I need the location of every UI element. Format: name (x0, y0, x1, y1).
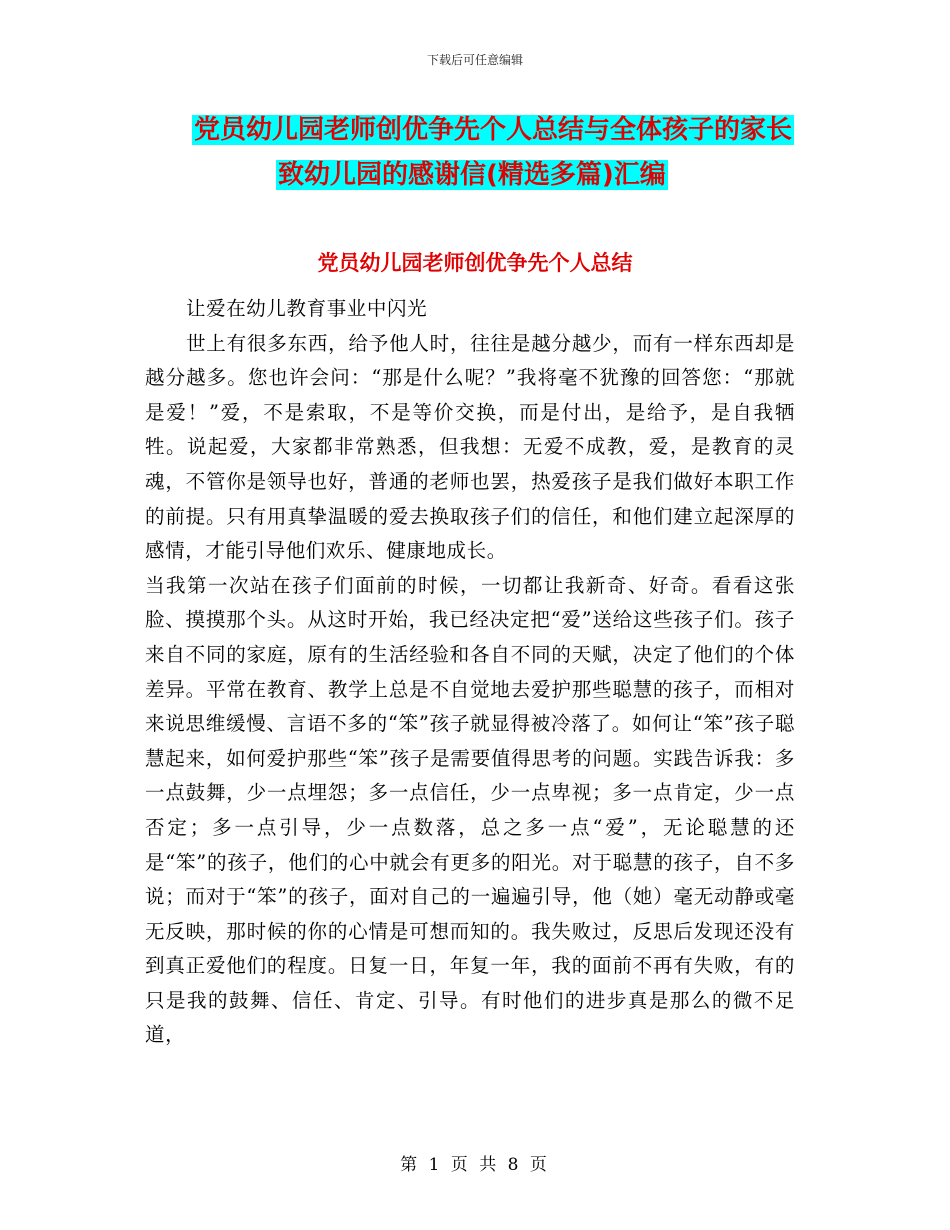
body-subtitle-paragraph: 让爱在幼儿教育事业中闪光 (186, 297, 428, 320)
document-title-highlight-2: 致幼儿园的感谢信(精选多篇)汇编 (278, 160, 666, 190)
document-title-highlight-1: 党员幼儿园老师创优争先个人总结与全体孩子的家长 (194, 115, 793, 145)
body-paragraph-1: 世上有很多东西，给予他人时，往往是越分越少，而有一样东西却是越分越多。您也许会问：“那是什么呢？”我将毫不犹豫的回答您：“那就是爱！”爱，不是索取，不是等价交换，而是付出，是给予，是自我牺牲。说起爱，大家都非常熟悉，但我想：无爱不成教，爱，是教育的灵魂，不管你是领导也好，普通的老师也罢，热爱孩子是我们做好本职工作的前提。只有用真挚温暖的爱去换取孩子们的信任，和他们建立起深厚的感情，才能引导他们欢乐、健康地成长。 (145, 331, 795, 563)
document-title-line-1 (0, 112, 950, 148)
header-note: 下载后可任意编辑 (426, 53, 523, 67)
document-title-line-2 (0, 157, 950, 193)
body-paragraph-2: 当我第一次站在孩子们面前的时候，一切都让我新奇、好奇。看看这张脸、摸摸那个头。从这时开始，我已经决定把“爱”送给这些孩子们。孩子来自不同的家庭，原有的生活经验和各自不同的天赋，决定了他们的个体差异。平常在教育、教学上总是不自觉地去爱护那些聪慧的孩子，而相对来说思维缓慢、言语不多的“笨”孩子就显得被冷落了。如何让“笨”孩子聪慧起来，如何爱护那些“笨”孩子是需要值得思考的问题。实践告诉我：多一点鼓舞，少一点埋怨；多一点信任，少一点卑视；多一点肯定，少一点否定；多一点引导，少一点数落，总之多一点“爱”，无论聪慧的还是“笨”的孩子，他们的心中就会有更多的阳光。对于聪慧的孩子，自不多说；而对于“笨”的孩子，面对自己的一遍遍引导，他（她）毫无动静或毫无反映，那时候的你的心情是可想而知的。我失败过，反思后发现还没有到真正爱他们的程度。日复一日，年复一年，我的面前不再有失败，有的只是我的鼓舞、信任、肯定、引导。有时他们的进步真是那么的微不足道， (145, 573, 795, 1047)
page-number-footer: 第 1 页 共 8 页 (400, 1155, 550, 1175)
document-body (145, 292, 795, 1053)
section-title: 党员幼儿园老师创优争先个人总结 (317, 251, 633, 275)
